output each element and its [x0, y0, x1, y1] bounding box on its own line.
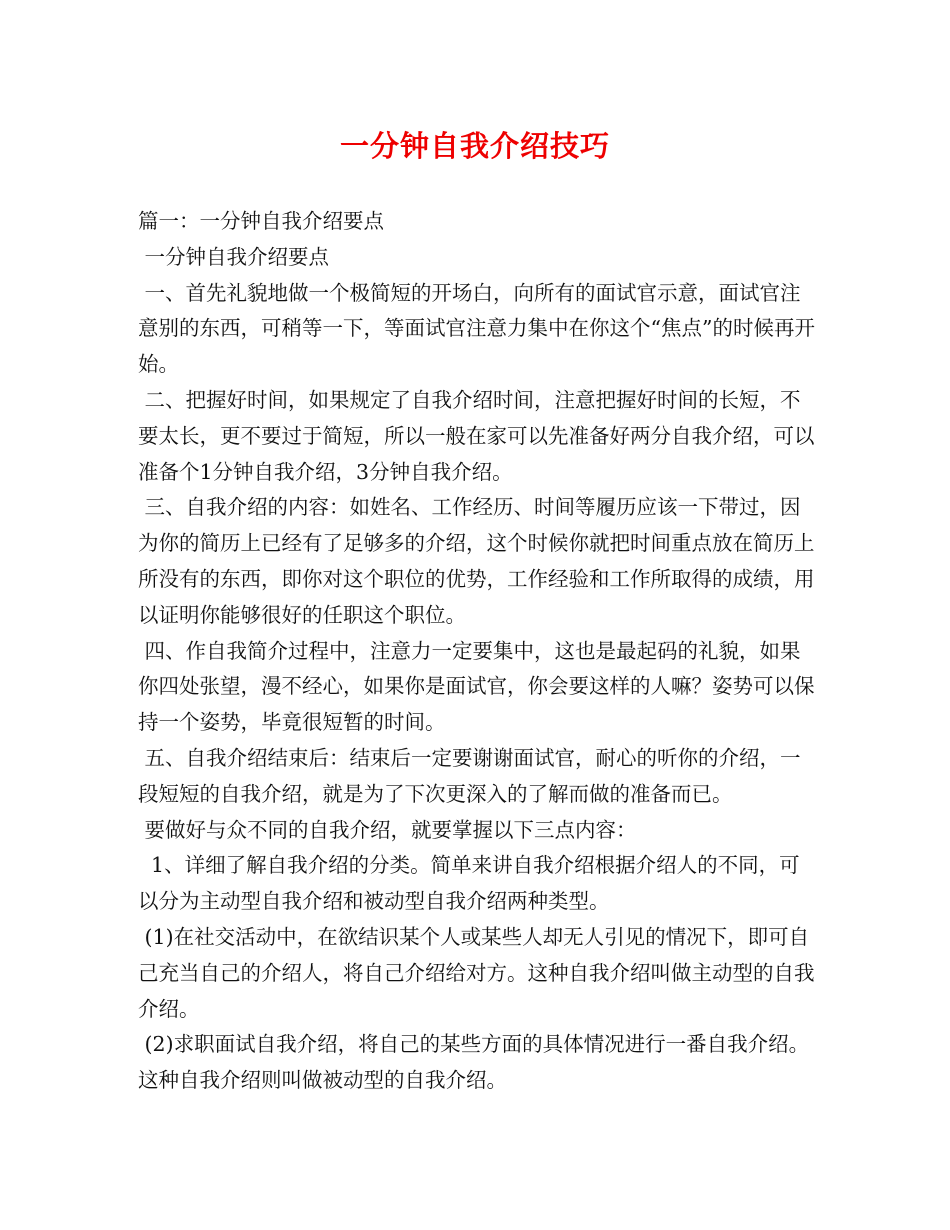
paragraph-section-heading: 篇一：一分钟自我介绍要点 — [138, 209, 384, 233]
paragraph-point-1: 一、首先礼貌地做一个极简短的开场白，向所有的面试官示意，面试官注意别的东西，可稍等一下，等面试官注意力集中在你这个“焦点”的时候再开始。 — [138, 280, 815, 377]
paragraph-point-5: 五、自我介绍结束后：结束后一定要谢谢面试官，耐心的听你的介绍，一段短短的自我介绍，就是为了下次更深入的了解而做的准备而已。 — [138, 745, 801, 806]
paragraph-passive-type: (2)求职面试自我介绍，将自己的某些方面的具体情况进行一番自我介绍。这种自我介绍则叫做被动型的自我介绍。 — [138, 1032, 810, 1093]
document-title: 一分钟自我介绍技巧 — [339, 129, 610, 163]
document-body — [138, 204, 818, 1099]
paragraph-classification: 1、详细了解自我介绍的分类。简单来讲自我介绍根据介绍人的不同，可以分为主动型自我介绍和被动型自我介绍两种类型。 — [138, 853, 800, 914]
paragraph-point-3: 三、自我介绍的内容：如姓名、工作经历、时间等履历应该一下带过，因为你的简历上已经有了足够多的介绍，这个时候你就把时间重点放在简历上所没有的东西，即你对这个职位的优势，工作经验和工作所取得的成绩，用以证明你能够很好的任职这个职位。 — [138, 495, 815, 627]
paragraph-intro-three-points: 要做好与众不同的自我介绍，就要掌握以下三点内容： — [138, 817, 637, 842]
paragraph-subheading: 一分钟自我介绍要点 — [138, 244, 330, 269]
paragraph-point-4: 四、作自我简介过程中，注意力一定要集中，这也是最起码的礼貌，如果你四处张望，漫不经心，如果你是面试官，你会要这样的人嘛？姿势可以保持一个姿势，毕竟很短暂的时间。 — [138, 638, 815, 735]
paragraph-point-2: 二、把握好时间，如果规定了自我介绍时间，注意把握好时间的长短，不要太长，更不要过于简短，所以一般在家可以先准备好两分自我介绍，可以准备个1分钟自我介绍，3分钟自我介绍。 — [138, 387, 815, 484]
paragraph-active-type: (1)在社交活动中，在欲结识某个人或某些人却无人引见的情况下，即可自己充当自己的介绍人，将自己介绍给对方。这种自我介绍叫做主动型的自我介绍。 — [138, 924, 815, 1021]
